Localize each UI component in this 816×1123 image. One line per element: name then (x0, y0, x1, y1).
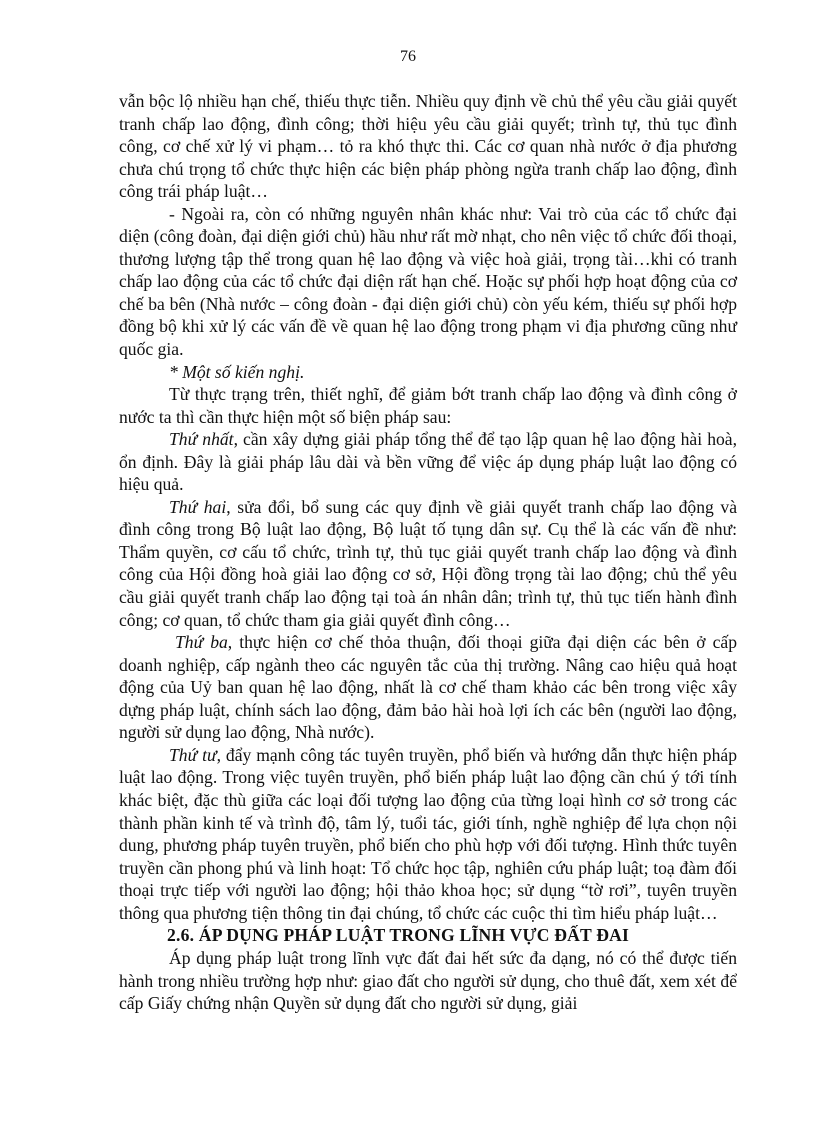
fourth-measure-text: , đẩy mạnh công tác tuyên truyền, phổ biến và hướng dẫn thực hiện pháp luật lao động. Trong việc tuyên truyền, phổ biến pháp luật lao động cần chú ý tới tính khác biệt, đặc thù giữa các loại đối tượng lao động của từng loại hình cơ sở trong các thành phần kinh tế và trình độ, tâm lý, tuổi tác, giới tính, nghề nghiệp để lựa chọn nội dung, phương pháp tuyên truyền, phổ biến cho phù hợp với đối tượng. Hình thức tuyên truyền cần phong phú và linh hoạt: Tổ chức học tập, nghiên cứu pháp luật; toạ đàm đối thoại trực tiếp với người lao động; hội thảo khoa học; sử dụng “tờ rơi”, tuyên truyền thông qua phương tiện thông tin đại chúng, tổ chức các cuộc thi tìm hiểu pháp luật… (119, 744, 738, 923)
recommendations-heading (119, 361, 737, 384)
second-measure-text: , sửa đổi, bổ sung các quy định về giải quyết tranh chấp lao động và đình công trong Bộ luật lao động, Bộ luật tố tụng dân sự. Cụ thể là các vấn đề như: Thẩm quyền, cơ cấu tổ chức, trình tự, thủ tục giải quyết tranh chấp lao động và đình công của Hội đồng hoà giải lao động cơ sở, Hội đồng trọng tài lao động; chủ thể yêu cầu giải quyết tranh chấp lao động tại toà án nhân dân; trình tự, thủ tục tiến hành đình công; cơ quan, tổ chức tham gia giải quyết đình công… (119, 496, 737, 630)
third-measure-lead: Thứ ba (175, 632, 228, 653)
recommendations-heading-text: * Một số kiến nghị. (169, 361, 305, 382)
paragraph-other-causes: - Ngoài ra, còn có những nguyên nhân khác như: Vai trò của các tổ chức đại diện (công đoàn, đại diện giới chủ) hầu như rất mờ nhạt, cho nên việc tổ chức đối thoại, thương lượng tập thể trong quan hệ lao động và việc hoà giải, trọng tài…khi có tranh chấp lao động của các tổ chức đại diện rất hạn chế. Hoặc sự phối hợp hoạt động của cơ chế ba bên (Nhà nước – công đoàn - đại diện giới chủ) còn yếu kém, thiếu sự phối hợp đồng bộ khi xử lý các vấn đề về quan hệ lao động trong phạm vi địa phương cũng như quốc gia. (119, 203, 737, 360)
paragraph-second-measure (119, 496, 737, 631)
fourth-measure-lead: Thứ tư (169, 744, 217, 765)
paragraph-fourth-measure (119, 744, 737, 924)
second-measure-lead: Thứ hai (169, 496, 227, 517)
page-number: 76 (400, 48, 416, 65)
paragraph-first-measure (119, 428, 737, 496)
first-measure-lead: Thứ nhất (169, 429, 234, 450)
paragraph-intro-measures: Từ thực trạng trên, thiết nghĩ, để giảm bớt tranh chấp lao động và đình công ở nước ta thì cần thực hiện một số biện pháp sau: (119, 384, 737, 427)
paragraph-third-measure (119, 631, 737, 744)
first-measure-text: , cần xây dựng giải pháp tổng thể để tạo lập quan hệ lao động hài hoà, ổn định. Đây là giải pháp lâu dài và bền vững để việc áp dụng pháp luật lao động có hiệu quả. (119, 429, 738, 495)
third-measure-text: , thực hiện cơ chế thỏa thuận, đối thoại giữa đại diện các bên ở cấp doanh nghiệp, cấp ngành theo các nguyên tắc của thị trường. Nâng cao hiệu quả hoạt động của Uỷ ban quan hệ lao động, nhất là cơ chế tham khảo các bên trong việc xây dựng pháp luật, chính sách lao động, đảm bảo hài hoà lợi ích các bên (người lao động, người sử dụng lao động, Nhà nước). (119, 632, 738, 743)
page-body (119, 90, 737, 1015)
section-heading: 2.6. ÁP DỤNG PHÁP LUẬT TRONG LĨNH VỰC ĐẤT ĐAI (167, 925, 630, 946)
paragraph-limitations: vẫn bộc lộ nhiều hạn chế, thiếu thực tiễn. Nhiều quy định về chủ thể yêu cầu giải quyết tranh chấp lao động, đình công; thời hiệu yêu cầu giải quyết; trình tự, thủ tục đình công, cơ chế xử lý vi phạm… tỏ ra khó thực thi. Các cơ quan nhà nước ở địa phương chưa chú trọng tổ chức thực hiện các biện pháp phòng ngừa tranh chấp lao động, đình công trái pháp luật… (119, 91, 737, 202)
paragraph-land-law: Áp dụng pháp luật trong lĩnh vực đất đai hết sức đa dạng, nó có thể được tiến hành trong nhiều trường hợp như: giao đất cho người sử dụng, cho thuê đất, xem xét để cấp Giấy chứng nhận Quyền sử dụng đất cho người sử dụng, giải (119, 948, 737, 1014)
